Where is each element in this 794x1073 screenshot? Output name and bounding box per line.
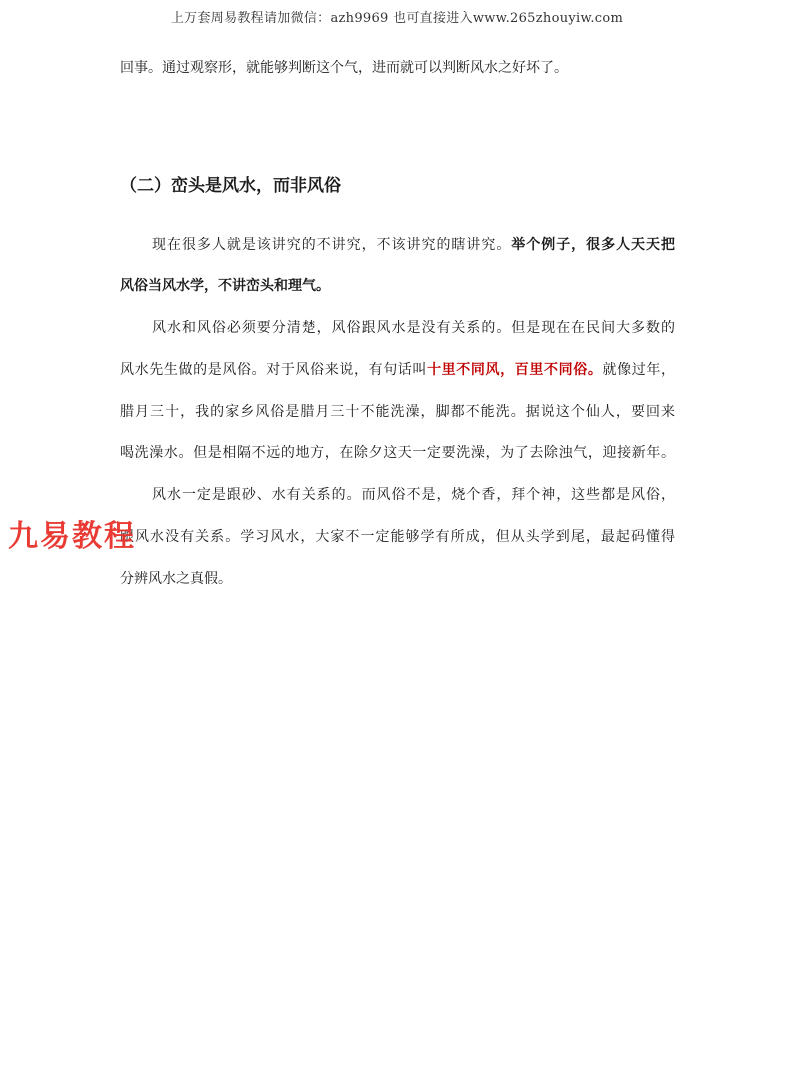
paragraph-1-bold-text: 举个例子，很多人天天把	[511, 237, 676, 253]
paragraph-1-line-2: 风俗当风水学，不讲峦头和理气。	[120, 278, 330, 294]
paragraph-2-text-after: 就像过年，	[602, 362, 676, 378]
highlighted-proverb: 十里不同风，百里不同俗。	[427, 362, 603, 378]
paragraph-3-line-1: 风水一定是跟砂、水有关系的。而风俗不是，烧个香，拜个神，这些都是风俗，	[152, 487, 675, 503]
paragraph-3-line-2: 跟风水没有关系。学习风水，大家不一定能够学有所成，但从头学到尾，最起码懂得	[120, 529, 675, 545]
paragraph-2-text-before: 风水先生做的是风俗。对于风俗来说，有句话叫	[120, 362, 428, 378]
paragraph-2-line-3: 腊月三十，我的家乡风俗是腊月三十不能洗澡，脚都不能洗。据说这个仙人，要回来	[120, 404, 675, 420]
watermark-logo: 九易教程	[8, 519, 136, 554]
paragraph-1-normal-text: 现在很多人就是该讲究的不讲究，不该讲究的瞎讲究。	[152, 237, 512, 253]
section-heading: （二）峦头是风水，而非风俗	[120, 176, 341, 196]
continuation-line: 回事。通过观察形，就能够判断这个气，进而就可以判断风水之好坏了。	[120, 60, 568, 76]
paragraph-1-line-1	[152, 235, 675, 255]
paragraph-3-line-3: 分辨风水之真假。	[120, 571, 232, 587]
paragraph-2-line-4: 喝洗澡水。但是相隔不远的地方，在除夕这天一定要洗澡，为了去除浊气，迎接新年。	[120, 445, 675, 461]
page-header: 上万套周易教程请加微信：azh9969 也可直接进入www.265zhouyiw.com	[170, 11, 624, 26]
paragraph-2-line-1: 风水和风俗必须要分清楚，风俗跟风水是没有关系的。但是现在在民间大多数的	[152, 320, 675, 336]
paragraph-2-line-2	[120, 360, 675, 380]
